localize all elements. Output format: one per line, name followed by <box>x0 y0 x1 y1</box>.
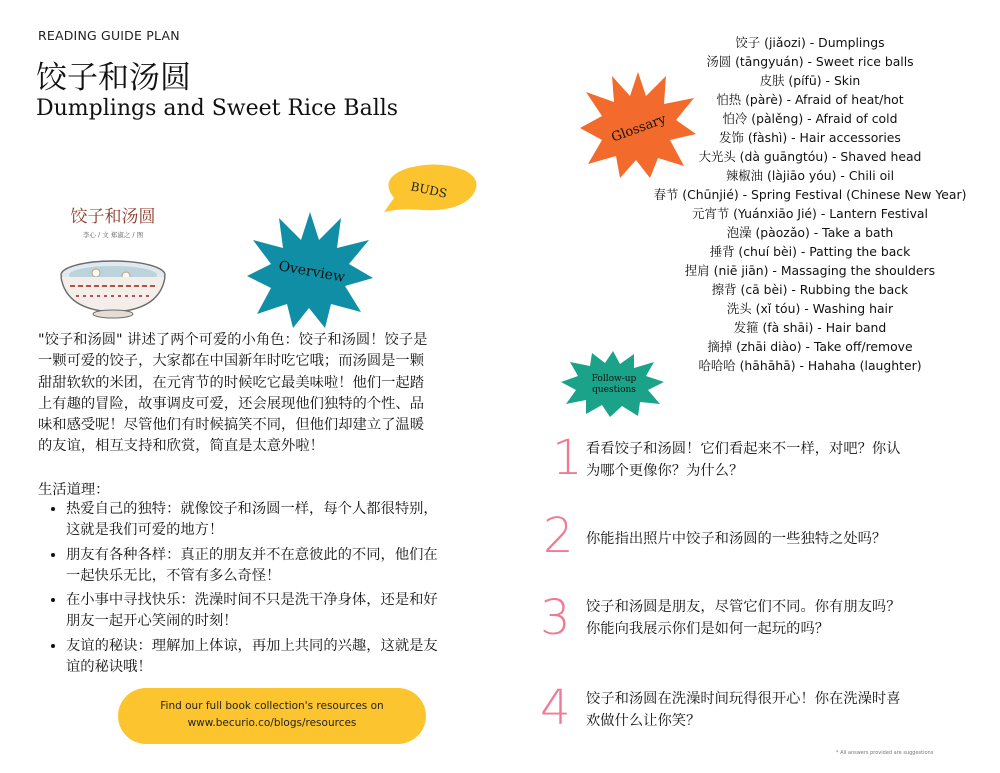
overview-line: 的友谊，相互支持和欣赏，简直是太意外啦！ <box>38 438 324 455</box>
glossary-entry: 捏肩 (niē jiān) - Massaging the shoulders <box>684 263 936 278</box>
glossary-entry: 汤圆 (tāngyuán) - Sweet rice balls <box>706 54 914 69</box>
followup-starburst <box>560 350 666 418</box>
resources-url[interactable]: www.becurio.co/blogs/resources <box>187 717 357 729</box>
question-number: 2 <box>543 508 574 564</box>
book-cover-image <box>48 200 178 325</box>
glossary-entry: 春节 (Chūnjié) - Spring Festival (Chinese New Year) <box>653 187 967 202</box>
page-title-chinese: 饺子和汤圆 <box>36 60 191 96</box>
page-title-english: Dumplings and Sweet Rice Balls <box>36 96 399 121</box>
list-item <box>66 499 528 542</box>
cover-title: 饺子和汤圆 <box>70 207 156 227</box>
rice-ball <box>92 269 100 277</box>
question-number: 3 <box>540 590 571 646</box>
question-text <box>586 688 976 732</box>
values-list <box>38 499 528 681</box>
values-heading: 生活道理： <box>38 482 110 498</box>
eyebrow-label: READING GUIDE PLAN <box>38 28 180 43</box>
glossary-entry: 怕冷 (pàlěng) - Afraid of cold <box>722 111 898 126</box>
list-item-line: 这就是我们可爱的地方！ <box>66 522 224 539</box>
glossary-entry: 泡澡 (pàozǎo) - Take a bath <box>726 225 894 240</box>
overview-line: 一颗可爱的饺子，大家都在中国新年时吃它哦；而汤圆是一颗 <box>38 353 425 370</box>
footnote: * All answers provided are suggestions <box>836 750 934 756</box>
resources-link-banner[interactable] <box>118 688 426 744</box>
question-line: 看看饺子和汤圆！它们看起来不一样，对吧？你认 <box>586 441 901 457</box>
glossary-entry: 大光头 (dà guāngtóu) - Shaved head <box>698 149 922 164</box>
list-item <box>66 545 528 588</box>
overview-label: Overview <box>277 258 347 286</box>
glossary-entry: 哈哈哈 (hāhāhā) - Hahaha (laughter) <box>698 358 922 373</box>
overview-line: 味和感受呢！尽管他们有时候搞笑不同，但他们却建立了温暖 <box>38 417 425 434</box>
glossary-entry: 元宵节 (Yuánxiāo Jié) - Lantern Festival <box>692 206 928 221</box>
list-item-line: • 在小事中寻找快乐：洗澡时间不只是洗干净身体，还是和好 <box>66 592 438 609</box>
list-item <box>66 636 528 679</box>
glossary-entry: 饺子 (jiǎozi) - Dumplings <box>735 35 885 50</box>
glossary-entry: 发饰 (fàshì) - Hair accessories <box>719 130 901 145</box>
list-item-line: • 热爱自己的独特：就像饺子和汤圆一样，每个人都很特别， <box>66 501 438 517</box>
question-line: 你能向我展示你们是如何一起玩的吗？ <box>586 621 830 637</box>
buds-label: BUDS <box>409 179 449 201</box>
promo-line: Find our full book collection's resources on <box>160 700 384 712</box>
question-text <box>586 438 976 482</box>
cover-byline: 李心 / 文 郑淑之 / 图 <box>82 231 144 239</box>
overview-line: "饺子和汤圆" 讲述了两个可爱的小角色：饺子和汤圆！饺子是 <box>38 332 428 348</box>
overview-paragraph <box>38 330 500 458</box>
glossary-entry: 擦背 (cā bèi) - Rubbing the back <box>711 282 909 297</box>
list-item <box>66 590 528 633</box>
starburst-shape <box>561 351 664 417</box>
buds-speech-bubble <box>372 158 484 220</box>
bowl-foot <box>93 310 133 318</box>
glossary-entry: 怕热 (pàrè) - Afraid of heat/hot <box>716 92 904 107</box>
glossary-entry: 摘掉 (zhāi diào) - Take off/remove <box>707 339 913 354</box>
glossary-entry: 皮肤 (pífū) - Skin <box>759 73 861 88</box>
followup-label: Follow-up <box>591 374 637 384</box>
followup-label: questions <box>592 385 636 395</box>
glossary-entry: 辣椒油 (làjiāo yóu) - Chili oil <box>725 168 895 183</box>
question-line: 欢做什么让你笑？ <box>586 713 701 729</box>
question-line: 饺子和汤圆是朋友，尽管它们不同。你有朋友吗？ <box>586 599 901 615</box>
glossary-entry: 洗头 (xǐ tóu) - Washing hair <box>726 301 894 316</box>
overview-line: 上有趣的冒险，故事调皮可爱，还会展现他们独特的个性、品 <box>38 395 425 412</box>
list-item-line: • 朋友有各种各样：真正的朋友并不在意彼此的不同，他们在 <box>66 546 438 563</box>
question-line: 饺子和汤圆在洗澡时间玩得很开心！你在洗澡时喜 <box>586 691 901 707</box>
bowl-body <box>61 277 165 312</box>
question-number: 1 <box>552 430 583 486</box>
question-line: 为哪个更像你？为什么？ <box>586 463 744 479</box>
overview-line: 甜甜软软的米团，在元宵节的时候吃它最美味啦！他们一起踏 <box>38 374 425 391</box>
question-text <box>586 528 976 550</box>
question-line: 你能指出照片中饺子和汤圆的一些独特之处吗？ <box>586 531 887 547</box>
glossary-label: Glossary <box>609 111 669 146</box>
glossary-list <box>630 33 990 375</box>
list-item-line: 一起快乐无比，不管有多么奇怪！ <box>66 567 281 584</box>
glossary-entry: 发箍 (fà shāi) - Hair band <box>733 320 887 335</box>
glossary-entry: 捶背 (chuí bèi) - Patting the back <box>709 244 911 259</box>
question-text <box>586 596 976 640</box>
list-item-line: • 友谊的秘诀：理解加上体谅，再加上共同的兴趣，这就是友 <box>66 637 438 654</box>
question-number: 4 <box>540 680 571 736</box>
overview-starburst <box>245 210 375 330</box>
list-item-line: 谊的秘诀哦！ <box>66 659 152 676</box>
list-item-line: 朋友一起开心笑闹的时刻！ <box>66 613 238 630</box>
